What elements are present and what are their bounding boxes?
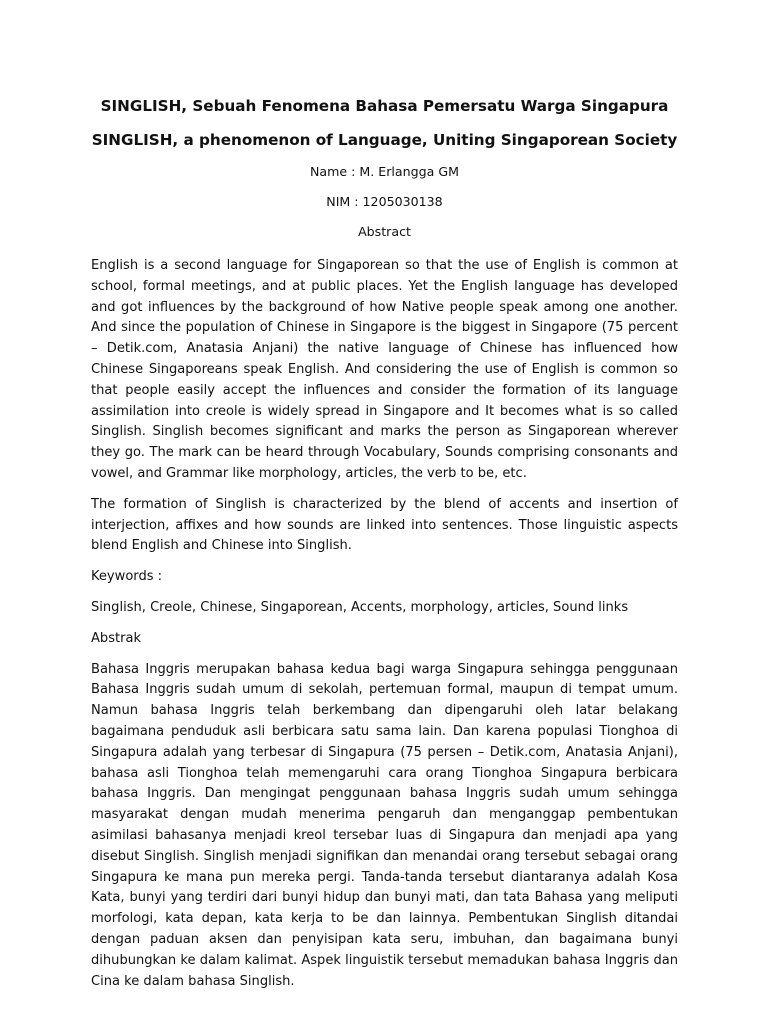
abstrak-heading: Abstrak	[91, 630, 142, 646]
student-id: NIM : 1205030138	[326, 194, 443, 209]
keywords-heading: Keywords :	[91, 569, 163, 585]
abstract-paragraph-2: The formation of Singlish is characterized by the blend of accents and insertion of interjection, affixes and how sounds are linked into sentences. Those linguistic aspects blend English and Chinese into Singlish.	[91, 496, 678, 554]
author-name: Name : M. Erlangga GM	[310, 164, 459, 179]
abstract-paragraph-1: English is a second language for Singaporean so that the use of English is common at school, formal meetings, and at public places. Yet the English language has developed and got influences by the background of how Native people speak among one another. And since the population of Chinese in Singapore is the biggest in Singapore (75 percent – Detik.com, Anatasia Anjani) the native language of Chinese has influenced how Chinese Singaporeans speak English. And considering the use of English is common so that people easily accept the influences and consider the formation of its language assimilation into creole is widely spread in Singapore and It becomes what is so called Singlish. Singlish becomes significant and marks the person as Singaporean wherever they go. The mark can be heard through Vocabulary, Sounds comprising consonants and vowel, and Grammar like morphology, articles, the verb to be, etc.	[91, 258, 678, 481]
title-english: SINGLISH, a phenomenon of Language, Uniting Singaporean Society	[91, 131, 678, 149]
abstrak-paragraph: Bahasa Inggris merupakan bahasa kedua bagi warga Singapura sehingga penggunaan Bahasa Inggris sudah umum di sekolah, pertemuan formal, maupun di tempat umum. Namun bahasa Inggris telah berkembang dan dipengaruhi oleh latar belakang bagaimana penduduk asli berbicara satu sama lain. Dan karena populasi Tionghoa di Singapura adalah yang terbesar di Singapura (75 persen – Detik.com, Anatasia Anjani), bahasa asli Tionghoa telah memengaruhi cara orang Tionghoa Singapura berbicara bahasa Inggris. Dan mengingat penggunaan bahasa Inggris sudah umum sehingga masyarakat dengan mudah menerima pengaruh dan menganggap pembentukan asimilasi bahasanya menjadi kreol tersebar luas di Singapura dan menjadi apa yang disebut Singlish. Singlish menjadi signifikan dan menandai orang tersebut sebagai orang Singapura ke mana pun mereka pergi. Tanda-tanda tersebut diantaranya adalah Kosa Kata, bunyi yang terdiri dari bunyi hidup dan bunyi mati, dan tata Bahasa yang meliputi morfologi, kata depan, kata kerja to be dan lainnya. Pembentukan Singlish ditandai dengan paduan aksen dan penyisipan kata seru, imbuhan, dan bagaimana bunyi dihubungkan ke dalam kalimat. Aspek linguistik tersebut memadukan bahasa Inggris dan Cina ke dalam bahasa Singlish.	[91, 661, 678, 989]
abstract-heading: Abstract	[358, 224, 411, 239]
title-indonesian: SINGLISH, Sebuah Fenomena Bahasa Pemersatu Warga Singapura	[100, 97, 669, 115]
keywords-list: Singlish, Creole, Chinese, Singaporean, Accents, morphology, articles, Sound links	[91, 599, 629, 615]
